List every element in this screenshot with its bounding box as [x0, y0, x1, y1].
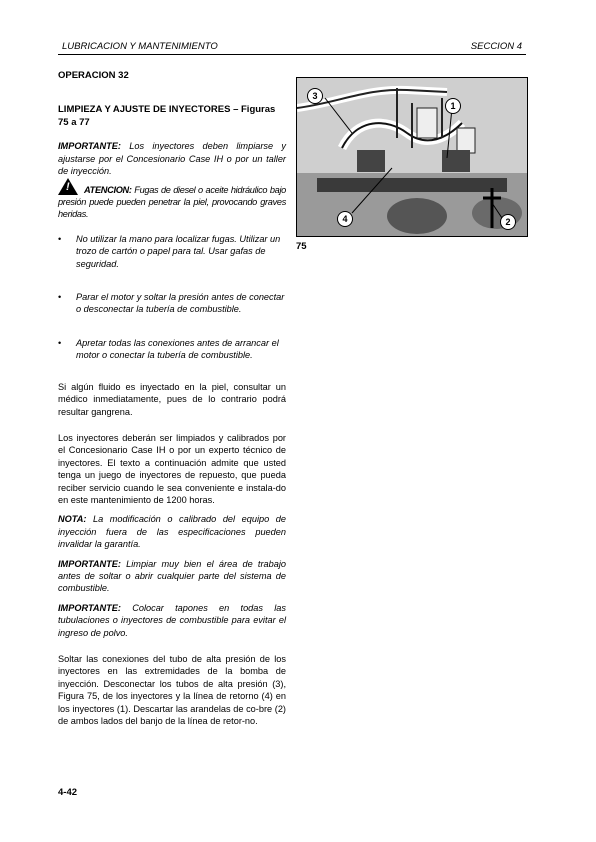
callout-2: 2: [500, 214, 516, 230]
important-label: IMPORTANTE:: [58, 558, 121, 569]
nota-text: La modificación o calibrado del equipo de inyección fuera de las especificaciones pueden invalidar la garantía.: [58, 514, 286, 550]
important-note-3: [58, 602, 286, 639]
list-item: • No utilizar la mano para localizar fugas. Utilizar un trozo de cartón o papel para tal. Usar gafas de seguridad.: [58, 233, 286, 270]
warning-text: Fugas de diesel o aceite hidráulico bajo presión puede pueden penetrar la piel, provocando graves heridas.: [58, 184, 286, 220]
header-section-number: SECCION 4: [470, 41, 522, 52]
important-note-1: [58, 140, 286, 177]
list-item: • Apretar todas las conexiones antes de arrancar el motor o conectar la tubería de combustible.: [58, 337, 286, 362]
important-label: IMPORTANTE:: [58, 141, 121, 152]
callout-3: 3: [307, 88, 323, 104]
important-text: Los inyectores deben limpiarse y ajustarse por el Concesionario Case IH o por un taller de inyección.: [58, 141, 286, 177]
injector-photo: [296, 77, 528, 237]
page-number: 4-42: [58, 787, 78, 798]
important-text: Limpiar muy bien el área de trabajo antes de soltar o abrir cualquier parte del sistema de combustible.: [58, 558, 286, 594]
header-section-name: LUBRICACION Y MANTENIMIENTO: [62, 41, 218, 52]
warning-note: [58, 178, 286, 221]
text-column: [58, 70, 286, 727]
section-title: LIMPIEZA Y AJUSTE DE INYECTORES – Figuras 75 a 77: [58, 104, 276, 129]
important-note-2: [58, 558, 286, 595]
safety-bullet-list: [58, 233, 286, 362]
list-item: • Parar el motor y soltar la presión antes de conectar o desconectar la tubería de combustible.: [58, 291, 286, 316]
callout-4: 4: [337, 211, 353, 227]
paragraph-service: Los inyectores deberán ser limpiados y calibrados por el Concesionario Case IH o por un experto técnico de inyectores. El texto a continuación admite que usted tenga un juego de inyectores de repuesto, que pueda reciber servicio cuando le sea conveniente e instala-do en este mantenimiento de 1200 horas.: [58, 432, 286, 505]
running-header: [58, 40, 526, 55]
paragraph-procedure: Soltar las conexiones del tubo de alta presión de los inyectores en las extremidades de la bomba de inyección. Desconectar los tubos de alta presión (3), Figura 75, de los inyectores y la línea de retorno (4) en los inyectores (1). Descartar las arandelas de co-bre (2) de ambos lados del banjo de la línea de retor-no.: [58, 654, 286, 727]
important-text: Colocar tapones en todas las tubulaciones o inyectores de combustible para evitar el ingreso de polvo.: [58, 602, 286, 638]
nota-note: [58, 513, 286, 550]
paragraph-gangrene: Si algún fluido es inyectado en la piel, consultar un médico inmediatamente, pues de lo contrario podrá resultar gangrena.: [58, 381, 286, 417]
important-label: IMPORTANTE:: [58, 602, 121, 613]
nota-label: NOTA:: [58, 514, 87, 525]
figure-number: 75: [296, 241, 307, 252]
callout-1: 1: [445, 98, 461, 114]
warning-triangle-icon: !: [58, 178, 78, 195]
operation-heading: OPERACION 32: [58, 70, 129, 81]
warning-label: ATENCION:: [84, 184, 132, 195]
engine-injectors-illustration: [297, 78, 527, 236]
